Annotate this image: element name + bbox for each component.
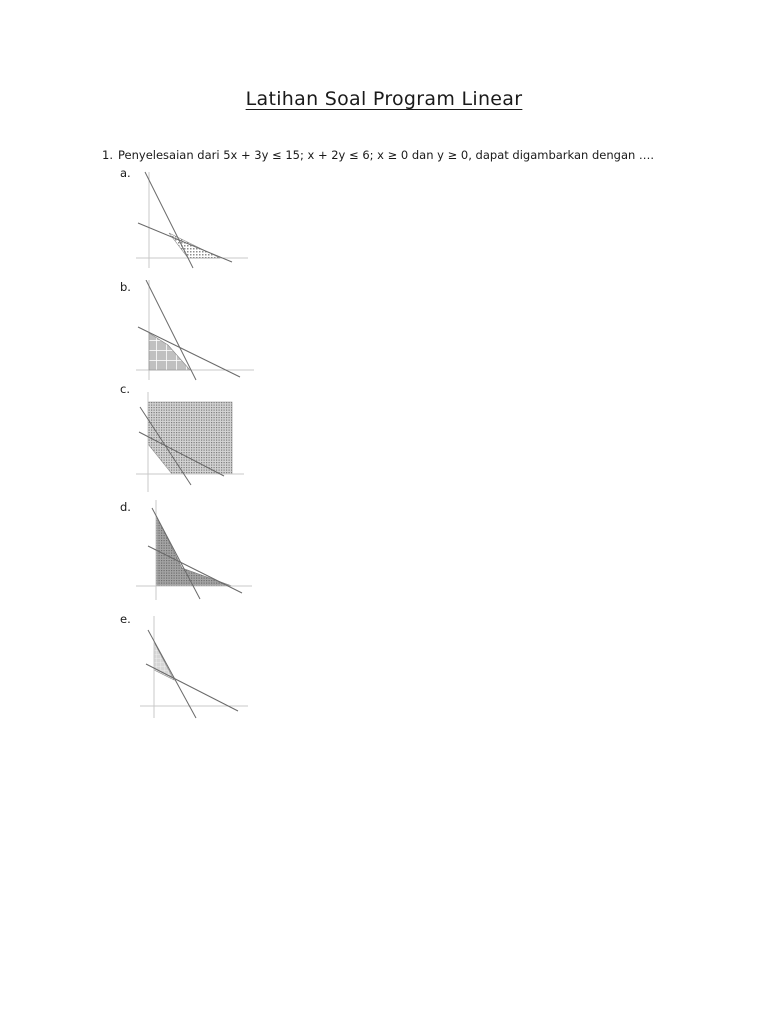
- line-5x-3y-15: [145, 172, 193, 268]
- option-d-graph: [136, 500, 256, 602]
- line-x-2y-6: [146, 664, 238, 711]
- feasible-region: [156, 515, 232, 586]
- option-b-label[interactable]: b.: [120, 280, 131, 294]
- option-e-graph: [136, 614, 251, 720]
- option-e-label[interactable]: e.: [120, 612, 131, 626]
- line-x-2y-6: [138, 223, 232, 262]
- question-1: [102, 148, 654, 162]
- question-text: Penyelesaian dari 5x + 3y ≤ 15; x + 2y ≤ 6; x ≥ 0 dan y ≥ 0, dapat digambarkan dengan ….: [118, 148, 655, 162]
- question-number: 1.: [102, 148, 113, 162]
- option-d-label[interactable]: d.: [120, 500, 131, 514]
- feasible-region: [154, 642, 174, 680]
- option-c-label[interactable]: c.: [120, 382, 130, 396]
- option-a-label[interactable]: a.: [120, 166, 131, 180]
- option-b-graph: [136, 280, 256, 385]
- page-title: Latihan Soal Program Linear: [245, 88, 523, 110]
- option-c-graph: [136, 392, 246, 494]
- option-a-graph: [136, 170, 251, 270]
- line-5x-3y-15: [148, 630, 196, 718]
- feasible-region: [149, 333, 190, 370]
